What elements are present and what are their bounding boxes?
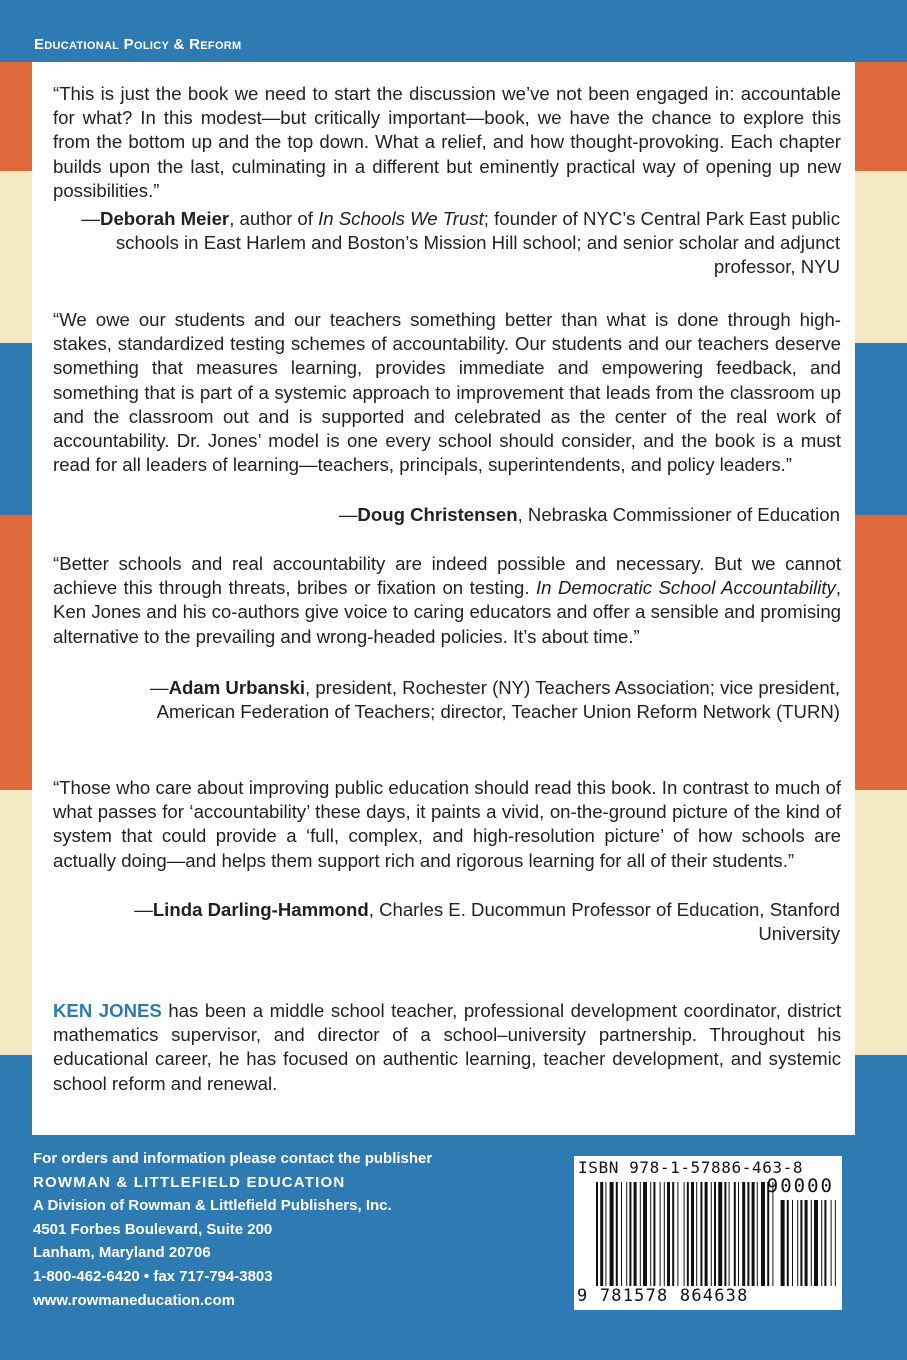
price-bar bbox=[811, 1200, 812, 1286]
price-bar bbox=[792, 1200, 793, 1286]
quote-4: “Those who care about improving public education should read this book. In contrast to much of what passes for ‘accountability’ these days, it paints a vivid, on-the-ground picture of the kind of system that could provide a ‘full, complex, and high-resolution picture’ of how schools are actually doing—and helps them support rich and rigorous learning for all of their students.” bbox=[53, 777, 841, 871]
barcode-bar bbox=[672, 1182, 674, 1286]
isbn-label: ISBN 978-1-57886-463-8 bbox=[578, 1158, 804, 1177]
barcode-bar bbox=[610, 1182, 614, 1286]
barcode-bar bbox=[600, 1182, 603, 1286]
barcode-bar bbox=[684, 1182, 685, 1286]
attribution-2 bbox=[70, 503, 840, 527]
publisher-website: www.rowmaneducation.com bbox=[33, 1291, 235, 1309]
attribution-3 bbox=[70, 676, 840, 724]
attribution-name: Linda Darling-Hammond bbox=[152, 899, 369, 920]
barcode-bar bbox=[747, 1182, 749, 1286]
quote-3-text-cont: , Ken Jones and his co-authors give voice to caring educators and offer a sensible and promising alternative to the prevailing and wrong-headed policies. It’s about time.” bbox=[53, 577, 841, 647]
barcode-bar bbox=[677, 1182, 678, 1286]
barcode-bar bbox=[660, 1182, 661, 1286]
author-bio bbox=[53, 999, 841, 1096]
barcode-bar bbox=[772, 1182, 773, 1286]
price-code: 90000 bbox=[766, 1175, 834, 1197]
attribution-dash: — bbox=[134, 899, 153, 920]
quote-1: “This is just the book we need to start the discussion we’ve not been engaged in: accountable for what? In this modest—but critically important—book, we have the chance to explore this from the bottom up and the top down. What a relief, and how thought-provoking. Each chapter builds upon the last, culminating in a different but eminently practical way of opening up new possibilities.” bbox=[53, 83, 841, 201]
barcode-bar bbox=[643, 1182, 647, 1286]
barcode-bar bbox=[634, 1182, 637, 1286]
attribution-book-title: In Schools We Trust bbox=[318, 208, 484, 229]
barcode-bar bbox=[752, 1182, 755, 1286]
price-bar bbox=[814, 1200, 818, 1286]
barcode-bar bbox=[696, 1182, 697, 1286]
barcode-bar bbox=[729, 1182, 730, 1286]
quote-3-text: “Better schools and real accountability are indeed possible and necessary. But we cannot achieve this through threats, bribes or fixation on testing. bbox=[53, 553, 841, 599]
barcode-bar bbox=[605, 1182, 606, 1286]
barcode-bar bbox=[714, 1182, 716, 1286]
publisher-street: 4501 Forbes Boulevard, Suite 200 bbox=[33, 1220, 273, 1238]
barcode bbox=[574, 1156, 842, 1310]
blurb-panel bbox=[32, 62, 855, 1135]
quote-3-book-title: In Democratic School Accountability bbox=[536, 577, 836, 599]
attribution-credential-cont: ; founder of NYC’s Central Park East public schools in East Harlem and Boston’s Mission Hill school; and senior scholar and adjunct professor, NYU bbox=[115, 208, 840, 278]
series-label: Educational Policy & Reform bbox=[34, 36, 242, 53]
attribution-dash: — bbox=[81, 208, 101, 229]
barcode-bar bbox=[626, 1182, 627, 1286]
price-bar bbox=[835, 1200, 836, 1286]
barcode-bar bbox=[691, 1182, 694, 1286]
barcode-bar bbox=[761, 1182, 765, 1286]
barcode-bar bbox=[767, 1182, 769, 1286]
price-bar bbox=[805, 1200, 808, 1286]
barcode-bar bbox=[687, 1182, 689, 1286]
publisher-intro: For orders and information please contact the publisher bbox=[33, 1150, 433, 1167]
attribution-name: Deborah Meier bbox=[100, 208, 230, 229]
publisher-city: Lanham, Maryland 20706 bbox=[33, 1244, 211, 1262]
price-bar bbox=[781, 1200, 785, 1286]
price-bar bbox=[831, 1200, 832, 1286]
price-bar bbox=[821, 1200, 822, 1286]
ean-digits: 9 781578 864638 bbox=[577, 1286, 749, 1306]
barcode-bar bbox=[738, 1182, 739, 1286]
barcode-bar bbox=[711, 1182, 712, 1286]
attribution-4 bbox=[70, 898, 840, 946]
price-bar bbox=[797, 1200, 798, 1286]
barcode-bar bbox=[700, 1182, 702, 1286]
barcode-bar bbox=[664, 1182, 665, 1286]
attribution-credential: , Charles E. Ducommun Professor of Education, Stanford University bbox=[368, 899, 840, 945]
attribution-name: Doug Christensen bbox=[357, 504, 518, 525]
quote-2: “We owe our students and our teachers something better than what is done through high-stakes, standardized testing schemes of accountability. Our students and our teachers deserve something that measures learning, provides immediate and empowering feedback, and something that is part of a systemic approach to improvement that leads from the classroom up and the classroom out and is supported and celebrated as the center of the real work of accountability. Dr. Jones’ model is one every school should consider, and the book is a must read for all leaders of learning—teachers, principals, superintendents, and policy leaders.” bbox=[53, 309, 841, 476]
author-name: KEN JONES bbox=[53, 1000, 162, 1021]
publisher-name: ROWMAN & LITTLEFIELD EDUCATION bbox=[33, 1173, 346, 1191]
barcode-bar bbox=[718, 1182, 722, 1286]
barcode-bar bbox=[629, 1182, 631, 1286]
barcode-bar bbox=[616, 1182, 618, 1286]
barcode-bar bbox=[650, 1182, 651, 1286]
attribution-credential: , Nebraska Commissioner of Education bbox=[517, 504, 840, 525]
attribution-1 bbox=[70, 207, 840, 280]
author-bio-text: has been a middle school teacher, professional development coordinator, district mathematics supervisor, and director of a school–university partnership. Throughout his educational career, he has focused on authentic learning, teacher development, and systemic school reform and renewal. bbox=[53, 1000, 841, 1094]
price-bar bbox=[787, 1200, 789, 1286]
barcode-bar bbox=[621, 1182, 622, 1286]
attribution-credential: , author of bbox=[229, 208, 319, 229]
price-bar bbox=[824, 1200, 826, 1286]
barcode-bar bbox=[653, 1182, 655, 1286]
barcode-bar bbox=[742, 1182, 745, 1286]
attribution-dash: — bbox=[338, 504, 358, 525]
attribution-dash: — bbox=[150, 677, 169, 698]
publisher-phone: 1-800-462-6420 • fax 717-794-3803 bbox=[33, 1267, 273, 1285]
quote-3 bbox=[53, 552, 841, 649]
price-bar bbox=[800, 1200, 802, 1286]
barcode-bar bbox=[667, 1182, 670, 1286]
attribution-credential: , president, Rochester (NY) Teachers Association; vice president, American Federation of Teachers; director, Teacher Union Reform Network (TURN) bbox=[156, 677, 840, 723]
attribution-name: Adam Urbanski bbox=[168, 677, 305, 698]
barcode-bar bbox=[705, 1182, 708, 1286]
publisher-division: A Division of Rowman & Littlefield Publishers, Inc. bbox=[33, 1197, 392, 1215]
barcode-bar bbox=[640, 1182, 641, 1286]
barcode-bar bbox=[757, 1182, 758, 1286]
barcode-bar bbox=[724, 1182, 726, 1286]
barcode-bar bbox=[596, 1182, 598, 1286]
barcode-bar bbox=[734, 1182, 736, 1286]
publisher-info bbox=[33, 1147, 553, 1312]
